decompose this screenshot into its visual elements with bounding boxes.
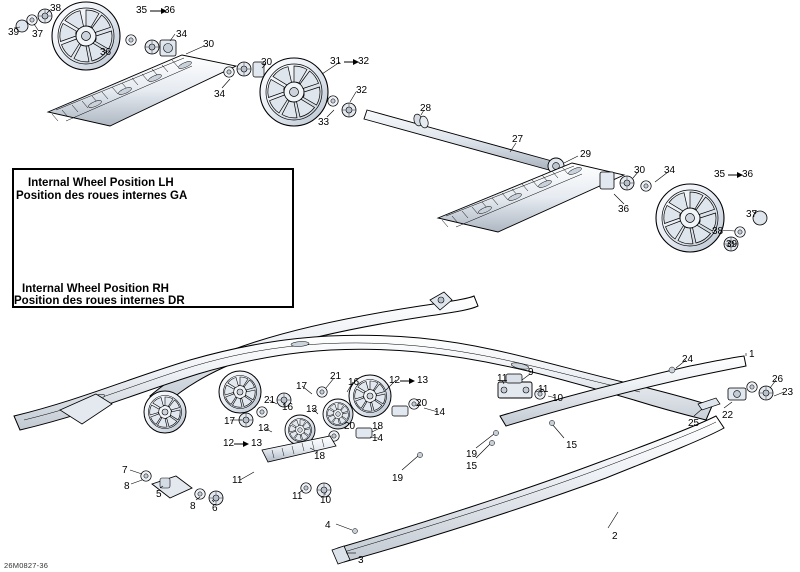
part-number-label: 3: [358, 555, 364, 566]
part-number-label: 23: [782, 387, 794, 398]
part-number-label: 16: [348, 377, 360, 388]
part-number-label: 15: [566, 440, 578, 451]
part-number-label: 20: [416, 398, 428, 409]
arrow-12-13-lower: [234, 441, 249, 447]
slide-rail-2: [332, 416, 724, 564]
part-number-label: 34: [664, 165, 676, 176]
part-number-label: 37: [32, 29, 44, 40]
part-number-label: 2: [612, 531, 618, 542]
part-number-label: 32: [356, 85, 368, 96]
part-number-label: 28: [420, 103, 432, 114]
drive-shaft: [364, 110, 552, 170]
part-number-label: 13: [417, 375, 429, 386]
part-number-label: 30: [634, 165, 646, 176]
part-number-label: 11: [292, 491, 303, 502]
part-number-label: 7: [122, 465, 128, 476]
part-number-label: 15: [466, 461, 478, 472]
part-number-label: 38: [712, 226, 724, 237]
part-number-label: 5: [156, 489, 162, 500]
part-number-label: 36: [742, 169, 754, 180]
part-number-label: 20: [344, 421, 356, 432]
part-number-label: 17: [296, 381, 308, 392]
part-number-label: 34: [214, 89, 226, 100]
part-number-label: 12: [223, 438, 235, 449]
part-number-label: 37: [746, 209, 758, 220]
part-number-label: 26: [772, 374, 784, 385]
part-number-label: 18: [314, 451, 326, 462]
part-number-label: 27: [512, 134, 524, 145]
arrow-35-36-right: [728, 172, 743, 178]
part-number-label: 30: [203, 39, 215, 50]
callout-title-lh-fr: Position des roues internes GA: [16, 190, 188, 202]
part-number-label: 8: [124, 481, 130, 492]
part-number-label: 36: [164, 5, 176, 16]
part-number-label: 13: [258, 423, 270, 434]
part-number-label: 38: [50, 3, 62, 14]
part-number-label: 14: [372, 433, 384, 444]
part-number-label: 22: [722, 410, 734, 421]
part-number-label: 32: [358, 56, 370, 67]
callout-title-rh-en: Internal Wheel Position RH: [22, 283, 169, 295]
hardware-group-right: [600, 172, 668, 204]
part-number-label: 13: [251, 438, 263, 449]
part-number-label: 21: [264, 395, 276, 406]
part-number-label: 9: [528, 367, 534, 378]
part-number-label: 14: [434, 407, 446, 418]
part-number-label: 12: [389, 375, 401, 386]
part-number-label: 11: [538, 384, 549, 395]
part-number-label: 39: [726, 239, 738, 250]
part-number-label: 18: [372, 421, 384, 432]
part-number-label: 35: [136, 5, 148, 16]
part-number-label: 29: [580, 149, 592, 160]
rail-fastener-leaders: [402, 424, 564, 470]
part-number-label: 19: [392, 473, 404, 484]
part-number-label: 21: [330, 371, 342, 382]
part-number-label: 17: [224, 416, 236, 427]
part-number-label: 16: [282, 402, 294, 413]
part-number-label: 10: [552, 393, 564, 404]
part-number-label: 6: [212, 503, 218, 514]
part-number-label: 11: [497, 373, 508, 384]
part-number-label: 35: [714, 169, 726, 180]
part-number-label: 10: [320, 495, 332, 506]
arrow-31-32: [344, 59, 359, 65]
part-number-label: 25: [688, 418, 700, 429]
part-number-label: 33: [318, 117, 330, 128]
part-number-label: 8: [190, 501, 196, 512]
callout-title-rh-fr: Position des roues internes DR: [14, 295, 185, 307]
part-number-label: 19: [466, 449, 478, 460]
callout-title-lh-en: Internal Wheel Position LH: [28, 177, 174, 189]
part-number-label: 24: [682, 354, 694, 365]
arrow-12-13-upper: [400, 378, 415, 384]
part-number-label: 39: [8, 27, 20, 38]
track-segment-right: [438, 163, 624, 232]
part-number-label: 13: [306, 404, 318, 415]
part-number-label: 4: [325, 520, 331, 531]
part-number-label: 31: [330, 56, 342, 67]
part-number-label: 1: [749, 349, 755, 360]
part-number-label: 36: [100, 47, 112, 58]
part-number-label: 34: [176, 29, 188, 40]
part-number-label: 30: [261, 57, 273, 68]
part-number-label: 11: [232, 475, 243, 486]
drawing-code: 26M0827-36: [4, 561, 49, 570]
part-number-label: 36: [618, 204, 630, 215]
